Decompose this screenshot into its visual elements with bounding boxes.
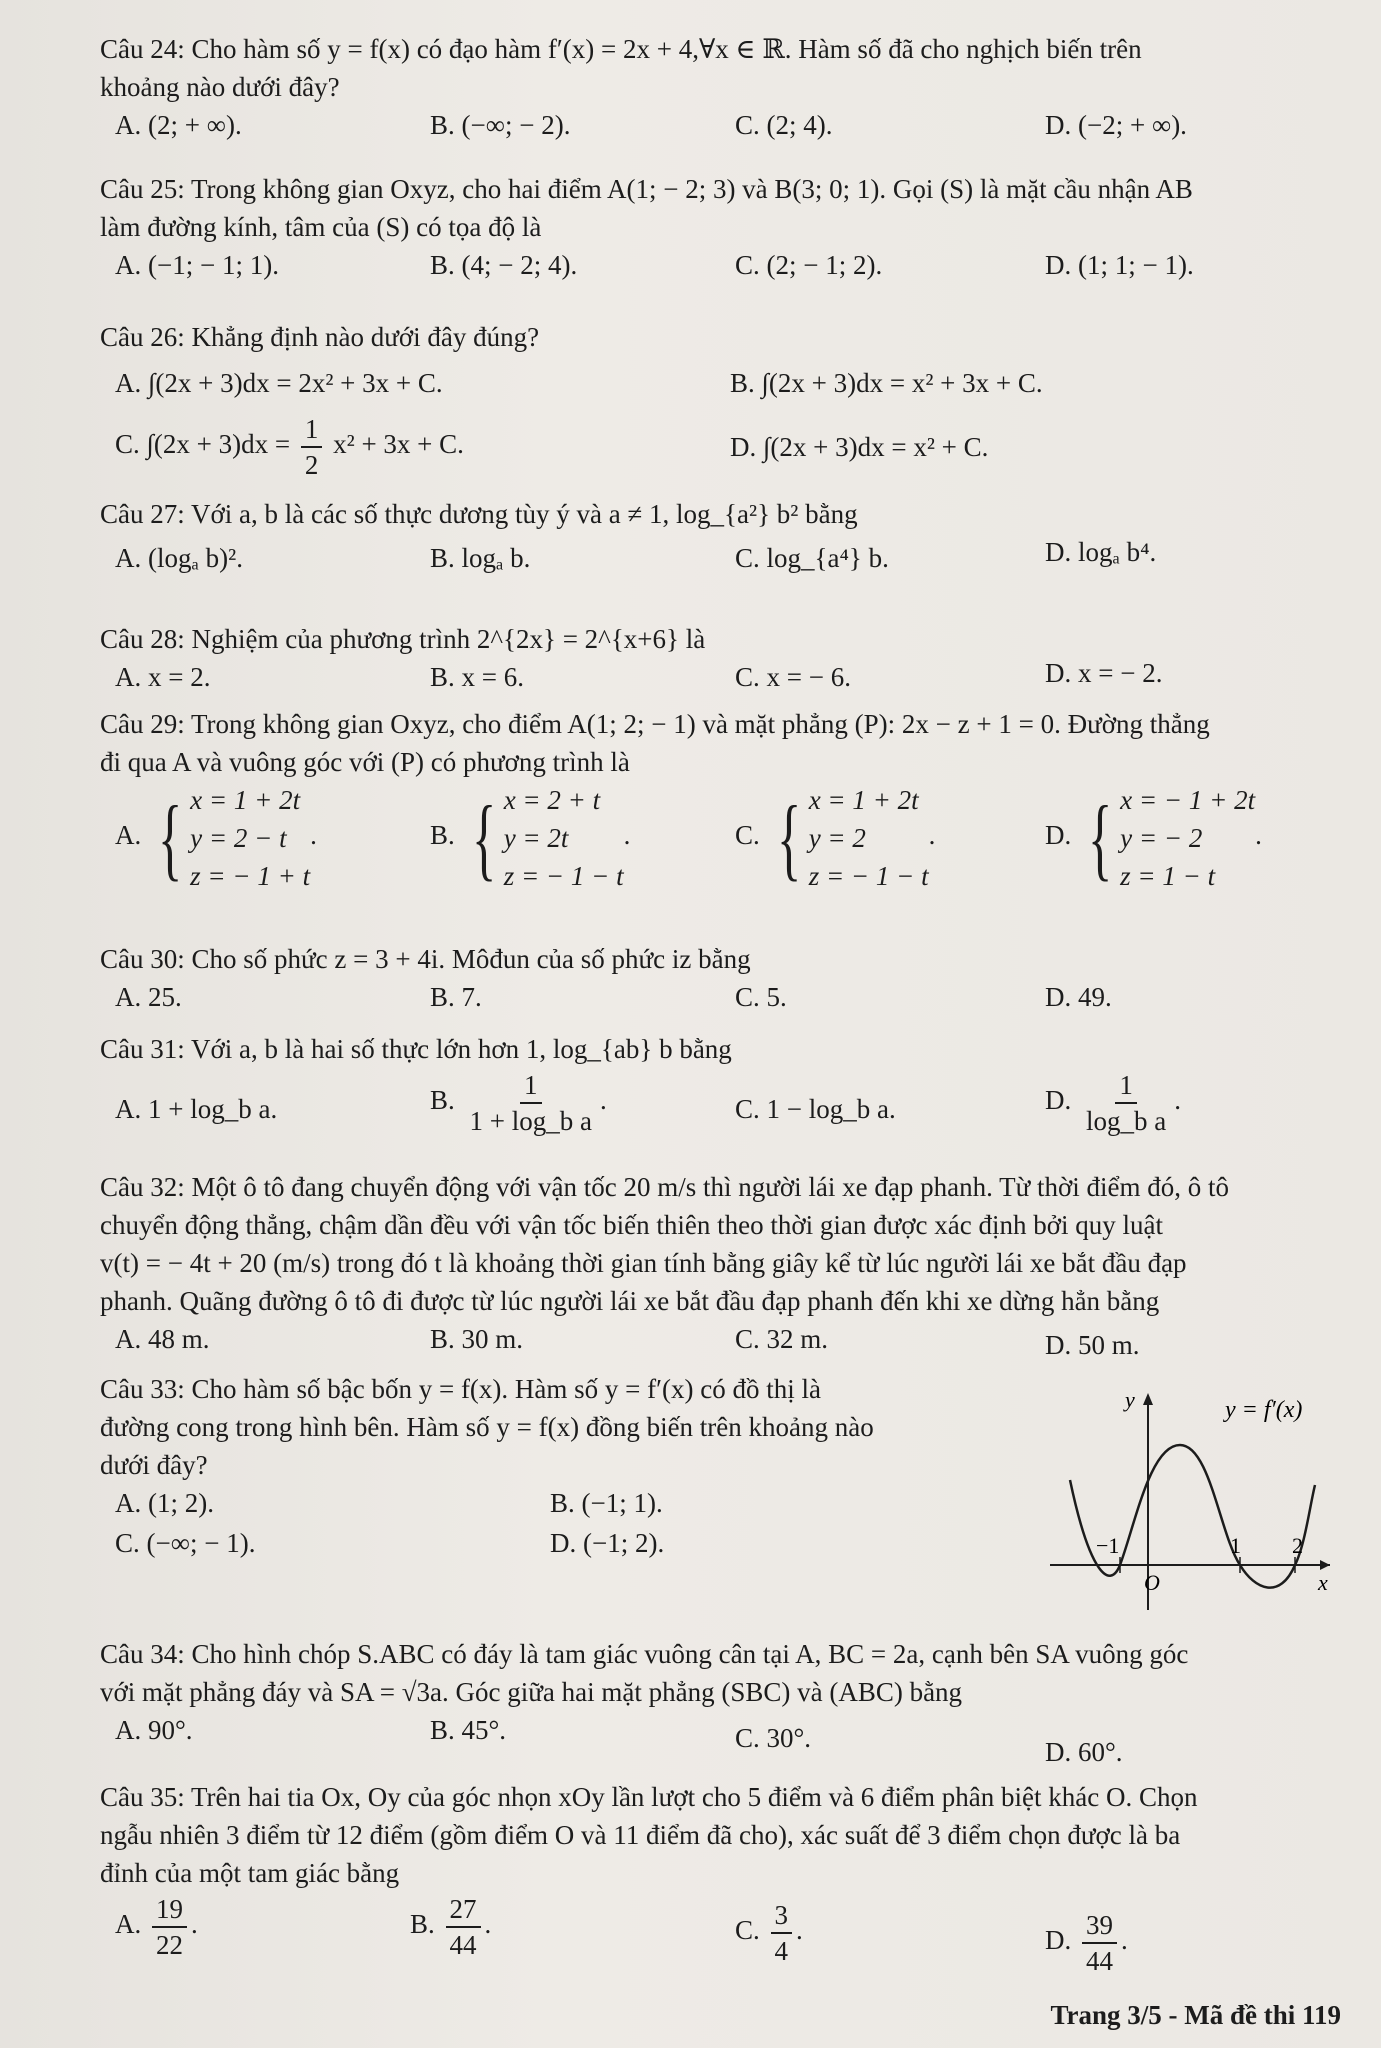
question-27 [100,495,1340,581]
punctuation: . [623,820,631,851]
punctuation: . [1121,1925,1128,1956]
option-a: A. (−1; − 1; 1). [115,250,279,280]
option-a: A. (logₐ b)². [115,543,243,573]
option-c [735,1898,803,1968]
option-a: A. 1 + log_b a. [115,1094,278,1124]
tick-label: 2 [1292,1533,1303,1558]
question-stem: ngẫu nhiên 3 điểm từ 12 điểm (gồm điểm O và 11 điểm đã cho), xác suất để 3 điểm chọn được là ba [100,1820,1181,1850]
x-axis-label: x [1318,1570,1328,1595]
brace: { [471,787,496,889]
question-30 [100,940,1340,1018]
punctuation: . [599,1085,607,1116]
brace: { [1087,787,1113,889]
system-row: x = 1 + 2t [190,785,301,815]
fraction [301,412,323,482]
question-stem: Câu 32: Một ô tô đang chuyển động với vận tốc 20 m/s thì người lái xe đạp phanh. Từ thời điểm đó, ô tô [100,1172,1229,1202]
answer-options [100,246,1340,286]
option-b: B. ∫(2x + 3)dx = x² + 3x + C. [730,368,1043,398]
option-b: B. 45°. [430,1715,507,1745]
option-b: B. 30 m. [430,1324,524,1354]
question-25 [100,170,1340,286]
system-row: z = − 1 − t [808,861,929,891]
answer-options [100,106,1340,146]
answer-options [100,1068,1340,1158]
fraction-numerator: 27 [446,1892,481,1928]
answer-options [100,1320,1340,1360]
option-b: B. (4; − 2; 4). [430,250,578,280]
option-b: B. 7. [430,982,482,1012]
option-a: A. 48 m. [115,1324,210,1354]
equation-system [462,781,624,895]
option-c [735,781,935,895]
option-d [1045,781,1262,895]
punctuation: . [191,1909,198,1940]
graph-title: y = f′(x) [1225,1397,1303,1423]
fraction-denominator: 44 [1086,1946,1113,1976]
option-a [115,781,317,895]
fraction [1082,1908,1117,1978]
option-c: C. 1 − log_b a. [735,1094,896,1124]
equation-system [767,781,929,895]
option-a [115,1892,198,1962]
option-c: C. 30°. [735,1723,812,1753]
question-35 [100,1778,1340,1976]
fraction-numerator: 1 [520,1068,542,1104]
question-31 [100,1030,1340,1158]
question-34 [100,1635,1340,1771]
question-stem: đi qua A và vuông góc với (P) có phương trình là [100,747,630,777]
system-row: y = − 2 [1120,823,1203,853]
option-c: C. (2; 4). [735,110,833,140]
option-key: B. [430,820,455,851]
question-stem: Câu 30: Cho số phức z = 3 + 4i. Môđun của số phức iz bằng [100,944,751,974]
option-b: B. x = 6. [430,662,524,692]
system-row: z = − 1 − t [503,861,624,891]
answer-options [100,978,1340,1018]
equation-system [1078,781,1255,895]
answer-options [100,658,1340,698]
punctuation: . [484,1909,492,1940]
option-d: D. 50 m. [1045,1330,1140,1360]
question-stem: Câu 31: Với a, b là hai số thực lớn hơn 1, log_{ab} b bằng [100,1034,732,1064]
system-row: x = 2 + t [503,785,601,815]
question-stem: Câu 27: Với a, b là các số thực dương tùy ý và a ≠ 1, log_{a²} b² bằng [100,499,858,529]
option-d: D. (1; 1; − 1). [1045,250,1194,280]
answer-options [100,533,1340,581]
question-stem: Câu 34: Cho hình chóp S.ABC có đáy là tam giác vuông cân tại A, BC = 2a, cạnh bên SA vuông góc [100,1639,1189,1669]
question-stem: làm đường kính, tâm của (S) có tọa độ là [100,212,542,242]
system-row: x = − 1 + 2t [1120,785,1256,815]
option-key: D. [1045,1925,1072,1956]
question-33 [100,1370,1020,1564]
fraction-denominator: 22 [156,1930,183,1960]
question-26 [100,318,1340,482]
option-b: B. logₐ b. [430,543,531,573]
answer-options [100,1484,1020,1524]
question-stem: dưới đây? [100,1450,208,1480]
fraction-numerator: 1 [301,412,323,448]
fraction-numerator: 39 [1082,1908,1117,1944]
system-row: x = 1 + 2t [808,785,919,815]
system-row: z = 1 − t [1120,861,1216,891]
fraction [446,1892,481,1962]
question-stem: Câu 29: Trong không gian Oxyz, cho điểm A(1; 2; − 1) và mặt phẳng (P): 2x − z + 1 = 0. Đường thẳng [100,709,1210,739]
y-axis-arrow-icon [1143,1393,1153,1405]
question-stem: Câu 24: Cho hàm số y = f(x) có đạo hàm f′(x) = 2x + 4,∀x ∈ ℝ. Hàm số đã cho nghịch biến trên [100,34,1142,64]
option-c: C. 5. [735,982,787,1012]
option-key: B. [410,1909,435,1940]
option-b [410,1892,491,1962]
question-stem: đường cong trong hình bên. Hàm số y = f(x) đồng biến trên khoảng nào [100,1412,874,1442]
option-d: D. logₐ b⁴. [1045,537,1157,567]
curve [1070,1445,1315,1588]
x-axis-arrow-icon [1320,1560,1330,1570]
question-stem: Câu 28: Nghiệm của phương trình 2^{2x} = 2^{x+6} là [100,624,706,654]
option-c: C. (2; − 1; 2). [735,250,883,280]
option-c: C. log_{a⁴} b. [735,543,889,573]
option-b: B. (−1; 1). [550,1488,663,1518]
option-d [1045,1068,1181,1138]
question-stem: đỉnh của một tam giác bằng [100,1858,400,1888]
system-row: y = 2 [808,823,866,853]
fraction-numerator: 3 [771,1898,793,1934]
question-stem: với mặt phẳng đáy và SA = √3a. Góc giữa hai mặt phẳng (SBC) và (ABC) bằng [100,1677,963,1707]
option-c: C. x = − 6. [735,662,851,692]
fraction [1082,1068,1170,1138]
answer-options [100,356,1340,412]
question-stem: phanh. Quãng đường ô tô đi được từ lúc người lái xe bắt đầu đạp phanh đến khi xe dừng hẳn bằng [100,1286,1160,1316]
option-a: A. (2; + ∞). [115,110,242,140]
question-stem: v(t) = − 4t + 20 (m/s) trong đó t là khoảng thời gian tính bằng giây kể từ lúc người lái xe bắt đầu đạp [100,1248,1187,1278]
punctuation: . [1255,820,1262,851]
option-b: B. (−∞; − 2). [430,110,571,140]
fraction-denominator: 2 [304,450,319,480]
page-footer: Trang 3/5 - Mã đề thi 119 [1050,2000,1341,2030]
punctuation: . [1174,1085,1181,1116]
option-c-rhs: x² + 3x + C. [333,429,464,460]
option-d: D. 49. [1045,982,1112,1012]
fraction-denominator: log_b a [1086,1106,1167,1136]
option-key: B. [430,1085,455,1116]
option-a: A. x = 2. [115,662,211,692]
option-d: D. (−2; + ∞). [1045,110,1187,140]
answer-options [100,1892,1340,1976]
question-24 [100,30,1340,146]
option-a: A. 25. [115,982,182,1012]
question-stem: Câu 35: Trên hai tia Ox, Oy của góc nhọn xOy lần lượt cho 5 điểm và 6 điểm phân biệt khác O. Chọn [100,1782,1198,1812]
option-b [430,781,630,895]
option-c-lhs: C. ∫(2x + 3)dx = [115,429,291,460]
fraction-denominator: 44 [449,1930,477,1960]
answer-options [100,1711,1340,1771]
system-row: y = 2 − t [190,823,287,853]
fraction [466,1068,596,1138]
equation-system [148,781,310,895]
option-d: D. x = − 2. [1045,658,1163,688]
brace: { [157,787,183,889]
question-stem: Câu 33: Cho hàm số bậc bốn y = f(x). Hàm số y = f′(x) có đồ thị là [100,1374,821,1404]
fraction-denominator: 1 + log_b a [469,1106,592,1136]
option-d: D. 60°. [1045,1737,1123,1767]
fraction-denominator: 4 [774,1936,789,1966]
option-a: A. (1; 2). [115,1488,214,1518]
option-key: D. [1045,1085,1072,1116]
question-stem: khoảng nào dưới đây? [100,72,340,102]
origin-label: O [1144,1570,1160,1595]
question-32 [100,1168,1340,1360]
option-d: D. ∫(2x + 3)dx = x² + C. [730,432,989,462]
derivative-graph [1040,1385,1340,1615]
punctuation: . [928,820,936,851]
brace: { [776,787,801,889]
option-c [115,412,464,482]
tick-label: −1 [1096,1533,1120,1558]
option-c: C. 32 m. [735,1324,829,1354]
system-row: z = − 1 + t [190,861,311,891]
question-stem: Câu 25: Trong không gian Oxyz, cho hai điểm A(1; − 2; 3) và B(3; 0; 1). Gọi (S) là mặt cầu nhận AB [100,174,1193,204]
fraction [152,1892,187,1962]
tick-label: 1 [1230,1533,1241,1558]
punctuation: . [310,820,317,851]
system-row: y = 2t [503,823,569,853]
punctuation: . [796,1915,803,1946]
fraction-numerator: 19 [152,1892,187,1928]
answer-options [100,1524,1020,1564]
option-c: C. (−∞; − 1). [115,1528,256,1558]
option-key: C. [735,1915,760,1946]
option-key: A. [115,820,142,851]
question-29 [100,705,1340,911]
answer-options [100,781,1340,911]
question-stem: Câu 26: Khẳng định nào dưới đây đúng? [100,322,540,352]
y-axis-label: y [1125,1387,1135,1412]
option-key: D. [1045,820,1072,851]
answer-options [100,412,1340,482]
option-d: D. (−1; 2). [550,1528,665,1558]
fraction-numerator: 1 [1115,1068,1137,1104]
option-d [1045,1908,1128,1978]
fraction [771,1898,793,1968]
option-a: A. 90°. [115,1715,193,1745]
option-a: A. ∫(2x + 3)dx = 2x² + 3x + C. [115,368,443,398]
question-stem: chuyển động thẳng, chậm dần đều với vận tốc biến thiên theo thời gian được xác định bởi quy luật [100,1210,1163,1240]
option-b [430,1068,607,1138]
option-key: C. [735,820,760,851]
option-key: A. [115,1909,142,1940]
question-28 [100,620,1340,698]
